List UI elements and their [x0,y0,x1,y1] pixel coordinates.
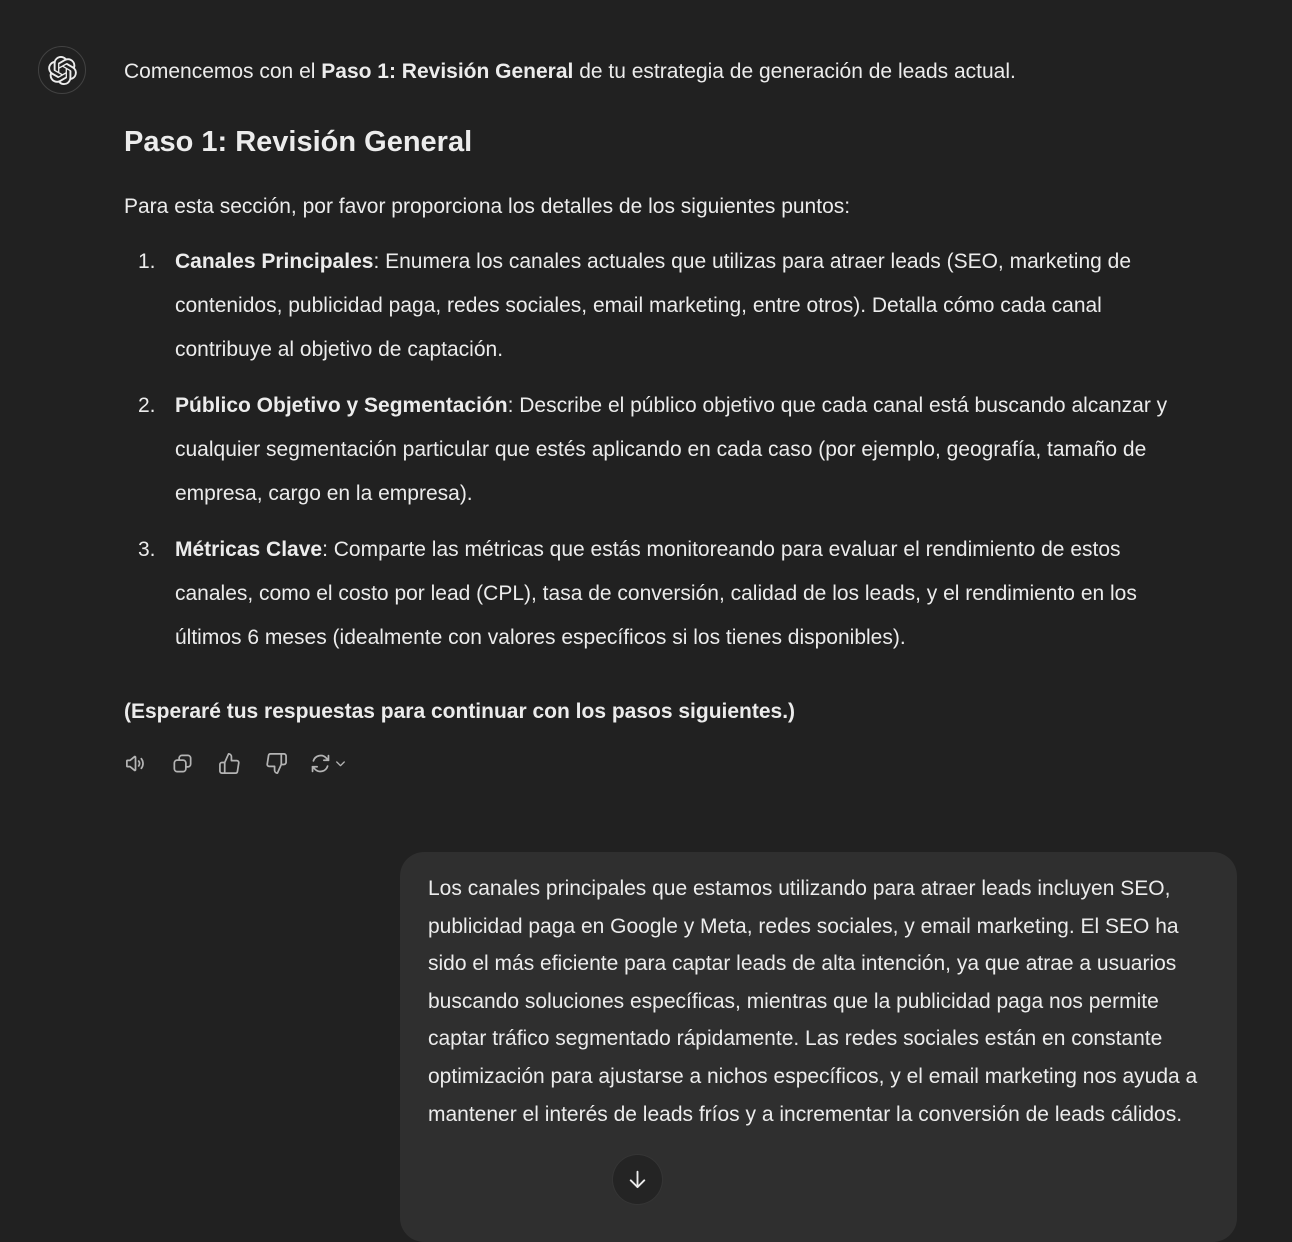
thumbs-up-icon [218,752,241,775]
list-item-title: Público Objetivo y Segmentación [175,394,508,417]
section-heading: Paso 1: Revisión General [124,126,473,158]
regenerate-button[interactable] [306,746,351,780]
list-item [124,528,1224,660]
list-item-description: : Enumera los canales actuales que utilizas para atraer leads (SEO, marketing de contenidos, publicidad paga, redes sociales, email marketing, entre otros). Detalla cómo cada canal contribuye al objetivo de captación. [175,250,1131,361]
list-item [124,240,1224,372]
intro-text-bold: Paso 1: Revisión General [321,60,574,83]
user-message [400,852,1237,1242]
list-item-title: Canales Principales [175,250,374,273]
read-aloud-button[interactable] [118,746,152,780]
list-item-text [175,240,1195,372]
chevron-down-icon [333,756,348,771]
intro-text-post: de tu estrategia de generación de leads actual. [573,60,1016,83]
user-message-text: Los canales principales que estamos utilizando para atraer leads incluyen SEO, publicidad paga en Google y Meta, redes sociales, y email marketing. El SEO ha sido el más eficiente para captar leads de alta intención, ya que atrae a usuarios buscando soluciones específicas, mientras que la publicidad paga nos permite captar tráfico segmentado rápidamente. Las redes sociales están en constante optimización para ajustarse a nichos específicos, y el email marketing nos ayuda a mantener el interés de leads fríos y a incrementar la conversión de leads cálidos. [428,877,1198,1126]
thumbs-up-button[interactable] [212,746,246,780]
message-action-bar [118,746,1224,780]
list-item-title: Métricas Clave [175,538,323,561]
copy-button[interactable] [165,746,199,780]
read-aloud-icon [124,752,147,775]
thumbs-down-button[interactable] [259,746,293,780]
assistant-message [38,46,1254,780]
regenerate-icon [309,752,332,775]
requirements-list [124,240,1224,660]
openai-logo-icon [48,56,77,85]
intro-paragraph [124,56,1224,87]
list-item-number: 1. [138,250,156,273]
list-item-number: 3. [138,538,156,561]
thumbs-down-icon [265,752,288,775]
list-item-description: : Comparte las métricas que estás monitoreando para evaluar el rendimiento de estos canales, como el costo por lead (CPL), tasa de conversión, calidad de los leads, y el rendimiento en los últimos 6 meses (idealmente con valores específicos si los tienes disponibles). [175,538,1137,649]
closing-note: (Esperaré tus respuestas para continuar con los pasos siguientes.) [124,700,796,723]
list-item [124,384,1224,516]
assistant-message-body [124,46,1224,780]
list-item-number: 2. [138,394,156,417]
copy-icon [171,752,194,775]
intro-text-pre: Comencemos con el [124,60,322,83]
assistant-avatar [38,46,86,94]
arrow-down-icon [625,1167,650,1192]
list-item-text [175,384,1195,516]
lead-paragraph: Para esta sección, por favor proporciona los detalles de los siguientes puntos: [124,195,851,218]
list-item-description: : Describe el público objetivo que cada canal está buscando alcanzar y cualquier segmentación particular que estés aplicando en cada caso (por ejemplo, geografía, tamaño de empresa, cargo en la empresa). [175,394,1168,505]
list-item-text [175,528,1195,660]
scroll-to-bottom-button[interactable] [612,1154,663,1205]
